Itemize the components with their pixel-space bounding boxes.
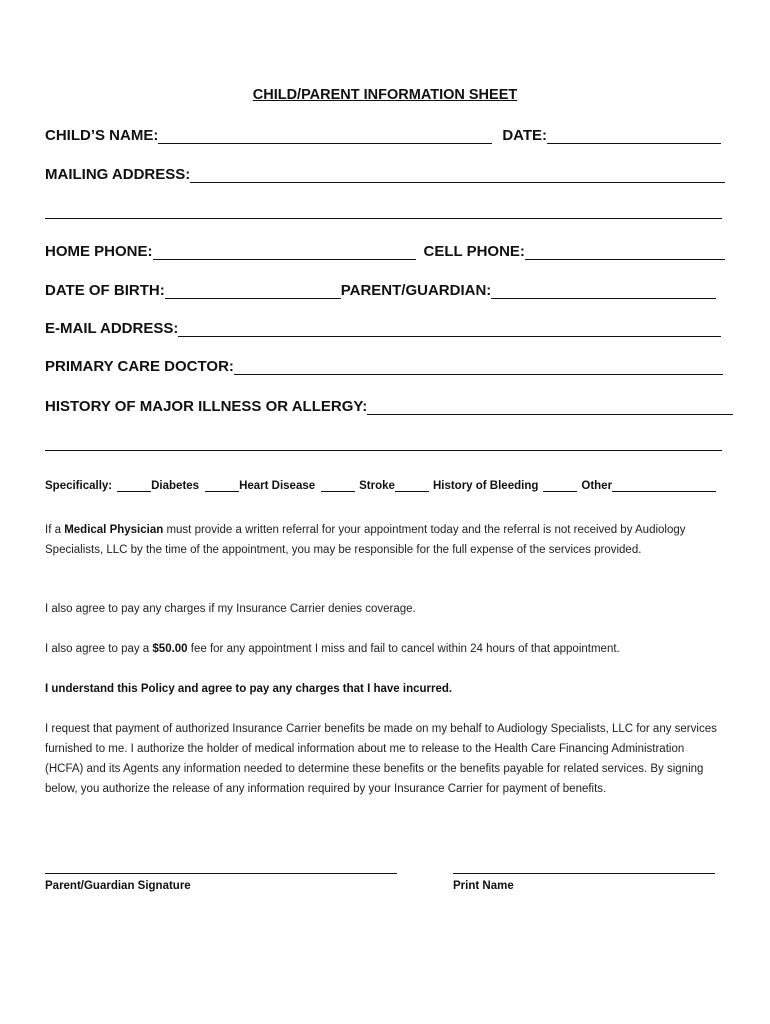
home-phone-field[interactable] [153, 242, 416, 260]
fee-amount: $50.00 [152, 643, 188, 655]
print-name-label: Print Name [453, 880, 514, 892]
email-row [45, 315, 721, 337]
specifically-label: Specifically: [45, 480, 113, 492]
history-line-2[interactable] [45, 450, 722, 451]
bleeding-checkline[interactable] [395, 479, 429, 492]
option-stroke: Stroke [359, 480, 395, 492]
stroke-checkline[interactable] [321, 479, 355, 492]
page-title: CHILD/PARENT INFORMATION SHEET [252, 87, 518, 103]
mailing-address-field[interactable] [190, 165, 725, 183]
primary-care-doctor-label: PRIMARY CARE DOCTOR: [45, 358, 234, 375]
home-phone-label: HOME PHONE: [45, 243, 153, 260]
fee-paragraph [45, 639, 725, 659]
parent-guardian-field[interactable] [491, 281, 716, 299]
option-other: Other [581, 480, 613, 492]
referral-text-post: must provide a written referral for your appointment today and the referral is not received by Audiology Specialists, LLC by the time of the appointment, you may be responsible for the full expense of the services provided. [45, 524, 686, 556]
history-field[interactable] [367, 397, 733, 415]
mailing-address-label: MAILING ADDRESS: [45, 166, 191, 183]
print-name-field[interactable] [453, 873, 715, 874]
authorization-paragraph: I request that payment of authorized Insurance Carrier benefits be made on my behalf to Audiology Specialists, LLC for any services furnished to me. I authorize the holder of medical information about me to release to the Health Care Financing Administration (HCFA) and its Agents any information needed to determine these benefits or the benefits payable for related services. By signing below, you authorize the release of any information required by your Insurance Carrier for payment of benefits. [45, 723, 717, 795]
email-field[interactable] [178, 319, 721, 337]
other-field[interactable] [612, 479, 716, 492]
option-heart-disease: Heart Disease [239, 480, 316, 492]
medical-physician-text: Medical Physician [64, 524, 164, 536]
specifically-row [45, 476, 716, 492]
doctor-row [45, 353, 723, 375]
history-row [45, 393, 733, 415]
other-checkline[interactable] [543, 479, 577, 492]
fee-text-post: fee for any appointment I miss and fail to cancel within 24 hours of that appointment. [187, 643, 620, 655]
dob-row [45, 277, 716, 299]
childs-name-row [45, 122, 721, 144]
option-diabetes: Diabetes [151, 480, 200, 492]
mailing-address-line-2[interactable] [45, 218, 722, 219]
phone-row [45, 238, 725, 260]
coverage-paragraph: I also agree to pay any charges if my Insurance Carrier denies coverage. [45, 603, 416, 615]
date-label: DATE: [502, 127, 548, 144]
parent-signature-label: Parent/Guardian Signature [45, 880, 191, 892]
primary-care-doctor-field[interactable] [234, 357, 723, 375]
option-history-of-bleeding: History of Bleeding [432, 480, 539, 492]
parent-signature-field[interactable] [45, 873, 397, 874]
parent-guardian-label: PARENT/GUARDIAN: [340, 282, 492, 299]
cell-phone-field[interactable] [525, 242, 725, 260]
email-label: E-MAIL ADDRESS: [45, 320, 179, 337]
childs-name-field[interactable] [158, 126, 492, 144]
diabetes-checkline[interactable] [117, 479, 151, 492]
policy-agreement: I understand this Policy and agree to pay any charges that I have incurred. [45, 683, 453, 695]
referral-text-pre: If a [45, 524, 65, 536]
fee-text-pre: I also agree to pay a [45, 643, 153, 655]
date-of-birth-field[interactable] [165, 281, 341, 299]
heart-disease-checkline[interactable] [205, 479, 239, 492]
cell-phone-label: CELL PHONE: [423, 243, 525, 260]
date-of-birth-label: DATE OF BIRTH: [45, 282, 165, 299]
referral-paragraph [45, 520, 725, 560]
date-field[interactable] [547, 126, 721, 144]
mailing-address-row [45, 161, 725, 183]
history-label: HISTORY OF MAJOR ILLNESS OR ALLERGY: [45, 398, 368, 415]
childs-name-label: CHILD’S NAME: [45, 127, 159, 144]
